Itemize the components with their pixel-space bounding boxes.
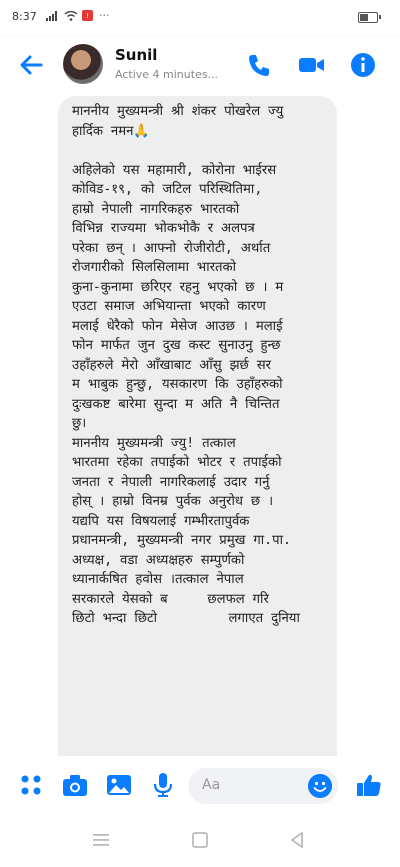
message-line: हार्दिक नमन🙏 (72, 123, 150, 139)
message-line: माननीय मुख्यमन्त्री श्री शंकर पोखरेल ज्यु (72, 104, 284, 119)
message-line: मलाई धेरैको फोन मेसेज आउछ । मलाई (72, 318, 283, 334)
message-line: सरकारले येसको ब छलफल गरि (72, 591, 269, 607)
status-time: 8:37 (12, 10, 37, 23)
wifi-icon (64, 11, 78, 21)
message-line: होस् । हाम्रो विनम्र पुर्वक अनुरोध छ । (72, 494, 274, 509)
mic-icon[interactable] (150, 772, 176, 798)
message-line: परेका छन् । आफ्नो रोजीरोटी, अर्थात (72, 240, 271, 256)
apps-icon[interactable] (18, 772, 44, 798)
thumbs-up-icon[interactable] (356, 772, 382, 798)
status-icons (46, 9, 110, 22)
message-text (72, 102, 334, 629)
message-line: अध्यक्ष, वडा अध्यक्षहरु सम्पुर्णको (72, 552, 245, 568)
status-bar (0, 0, 400, 36)
emoji-icon[interactable] (308, 774, 332, 798)
message-line: एउटा समाज अभियान्ता भएको कारण (72, 299, 266, 314)
message-line: उहाँहरुले मेरो आँखाबाट आँसु झर्छ सर (72, 357, 272, 373)
composer-bar (0, 756, 400, 814)
info-icon[interactable] (349, 51, 377, 79)
message-line: प्रधानमन्त्री, मुख्यमन्त्री नगर प्रमुख गा.पा. (72, 533, 291, 548)
message-line: रोजगारीको सिलसिलामा भारतको (72, 260, 237, 275)
camera-icon[interactable] (62, 772, 88, 798)
signal-icon (46, 11, 60, 21)
battery-tip (379, 15, 381, 19)
message-line: कोविड-१९, को जटिल परिस्थितिमा, (72, 182, 263, 197)
contact-status: Active 4 minutes... (115, 68, 219, 81)
chat-header (0, 36, 400, 94)
message-line: विभिन्न राज्यमा भोकभोकै र अलपत्र (72, 221, 255, 236)
status-more-dots: ··· (99, 9, 110, 22)
message-line: भारतमा रहेका तपाईको भोटर र तपाईको (72, 455, 282, 470)
message-line: अहिलेको यस महामारी, कोरोना भाईरस (72, 162, 277, 178)
message-line: छिटो भन्दा छिटो लगाएत दुनिया (72, 611, 300, 626)
message-line: जनता र नेपाली नागरिकलाई उदार गर्नु (72, 474, 270, 490)
message-line: हाम्रो नेपाली नागरिकहरु भारतको (72, 201, 240, 217)
message-input[interactable] (188, 768, 338, 804)
image-icon[interactable] (106, 772, 132, 798)
battery-icon (358, 12, 378, 23)
phone-icon[interactable] (245, 51, 273, 79)
message-line: कुना-कुनामा छरिएर रहनु भएको छ । म (72, 279, 284, 295)
message-line: दुःखकष्ट बारेमा सुन्दा म अति नै चिन्तित (72, 396, 280, 412)
avatar[interactable] (63, 44, 103, 84)
message-line: यद्यपि यस विषयलाई गम्भीरतापुर्वक (72, 513, 250, 529)
video-icon[interactable] (297, 51, 325, 79)
message-line: ध्यानार्कषित हवोस ।तत्काल नेपाल (72, 572, 244, 587)
chat-area[interactable] (0, 94, 400, 756)
system-nav-bar (0, 814, 400, 867)
back-arrow-icon[interactable] (16, 50, 46, 80)
message-input-placeholder: Aa (202, 777, 221, 793)
message-line: म भाबुक हुन्छु, यसकारण कि उहाँहरुको (72, 377, 283, 392)
message-line: माननीय मुख्यमन्त्री ज्यु! तत्काल (72, 435, 236, 451)
message-line: फोन मार्फत जुन दुख कस्ट सुनाउनु हुन्छ (72, 338, 281, 353)
contact-name[interactable]: Sunil (115, 46, 158, 64)
menu-icon[interactable] (92, 832, 110, 848)
message-line: छु। (72, 416, 87, 431)
home-icon[interactable] (191, 832, 209, 848)
nav-back-icon[interactable] (289, 832, 305, 848)
notification-icon: ! (82, 10, 93, 21)
